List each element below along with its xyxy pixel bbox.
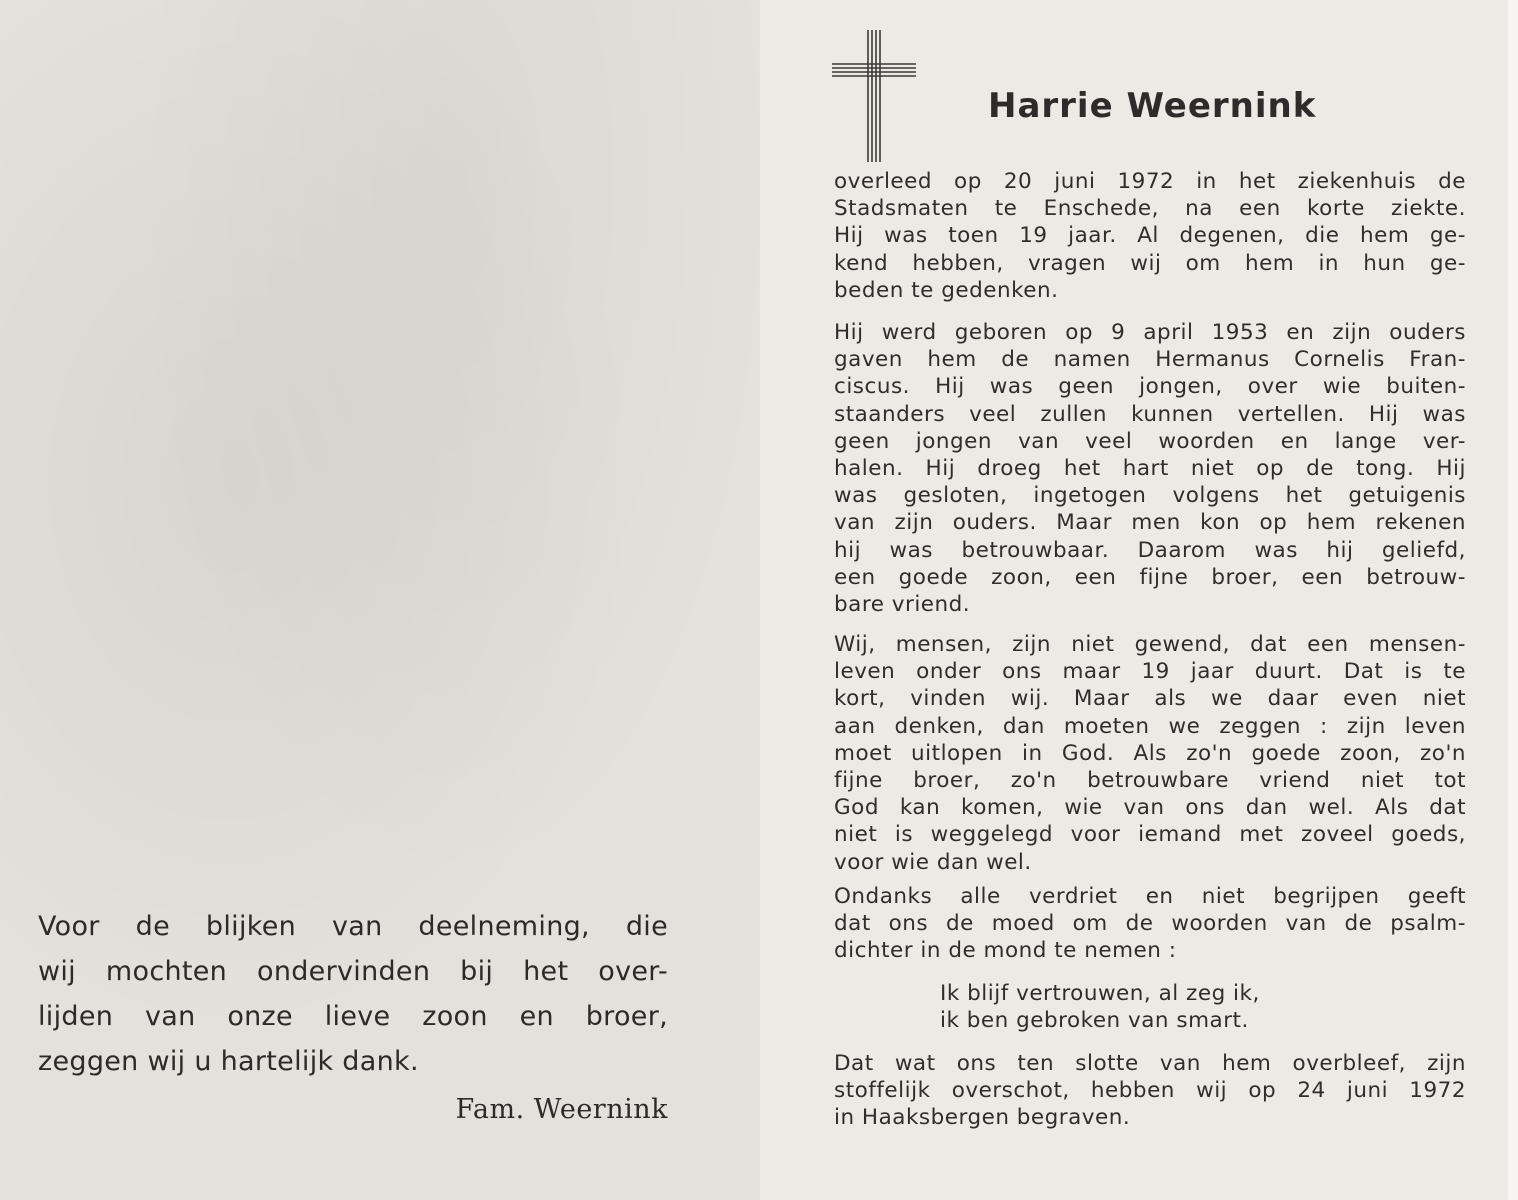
text-line: God kan komen, wie van ons dan wel. Als dat xyxy=(834,795,1466,821)
text-line: een goede zoon, een fijne broer, een betrouw- xyxy=(834,564,1466,590)
text-line: ciscus. Hij was geen jongen, over wie buiten- xyxy=(834,374,1466,400)
text-line: bare vriend. xyxy=(834,592,971,618)
latin-cross-icon xyxy=(832,30,916,162)
card-edge xyxy=(1508,0,1518,1200)
text-line: kend hebben, vragen wij om hem in hun ge- xyxy=(834,250,1466,276)
psalm-quote xyxy=(940,980,1260,1034)
text-line: aan denken, dan moeten we zeggen : zijn leven xyxy=(834,713,1466,739)
paragraph-biography xyxy=(834,319,1466,618)
text-line: dichter in de mond te nemen : xyxy=(834,938,1177,964)
thanks-line: Voor de blijken van deelneming, die xyxy=(38,911,668,942)
quote-line: ik ben gebroken van smart. xyxy=(940,1008,1249,1034)
text-line: Dat wat ons ten slotte van hem overbleef, zijn xyxy=(834,1051,1466,1076)
text-line: niet is weggelegd voor iemand met zoveel goeds, xyxy=(834,822,1466,848)
text-line: hij was betrouwbaar. Daarom was hij geliefd, xyxy=(834,537,1466,563)
text-line: voor wie dan wel. xyxy=(834,849,1032,875)
paragraph-psalm-intro xyxy=(834,883,1466,965)
text-line: Hij was toen 19 jaar. Al degenen, die hem ge- xyxy=(834,223,1466,249)
text-line: Hij werd geboren op 9 april 1953 en zijn ouders xyxy=(834,320,1466,345)
thanks-line: wij mochten ondervinden bij het over- xyxy=(38,956,668,987)
text-line: Ondanks alle verdriet en niet begrijpen geeft xyxy=(834,884,1466,909)
text-line: van zijn ouders. Maar men kon op hem rekenen xyxy=(834,510,1466,536)
text-line: stoffelijk overschot, hebben wij op 24 juni 1972 xyxy=(834,1078,1466,1104)
paragraph-death-notice xyxy=(834,168,1466,304)
text-line: staanders veel zullen kunnen vertellen. Hij was xyxy=(834,401,1466,427)
text-line: beden te gedenken. xyxy=(834,277,1059,303)
family-signature: Fam. Weernink xyxy=(455,1094,668,1125)
paragraph-reflection xyxy=(834,631,1466,876)
text-line: in Haaksbergen begraven. xyxy=(834,1105,1131,1131)
text-line: dat ons de moed om de woorden van de psalm- xyxy=(834,911,1466,937)
text-line: gaven hem de namen Hermanus Cornelis Fran- xyxy=(834,347,1466,373)
text-line: leven onder ons maar 19 jaar duurt. Dat is te xyxy=(834,659,1466,685)
text-line: moet uitlopen in God. Als zo'n goede zoon, zo'n xyxy=(834,740,1466,766)
text-line: kort, vinden wij. Maar als we daar even niet xyxy=(834,686,1466,712)
text-line: overleed op 20 juni 1972 in het ziekenhuis de xyxy=(834,169,1466,194)
text-line: geen jongen van veel woorden en lange ver- xyxy=(834,428,1466,454)
thanks-message xyxy=(38,904,668,1084)
paragraph-burial xyxy=(834,1050,1466,1132)
text-line: halen. Hij droeg het hart niet op de tong. Hij xyxy=(834,456,1466,482)
text-line: Stadsmaten te Enschede, na een korte ziekte. xyxy=(834,196,1466,222)
text-line: fijne broer, zo'n betrouwbare vriend niet tot xyxy=(834,768,1466,794)
thanks-line: lijden van onze lieve zoon en broer, xyxy=(38,1001,668,1032)
text-line: Wij, mensen, zijn niet gewend, dat een mensen- xyxy=(834,632,1466,657)
text-line: was gesloten, ingetogen volgens het getuigenis xyxy=(834,483,1466,509)
quote-line: Ik blijf vertrouwen, al zeg ik, xyxy=(940,981,1260,1006)
thanks-line: zeggen wij u hartelijk dank. xyxy=(38,1046,419,1077)
deceased-name: Harrie Weernink xyxy=(988,86,1317,126)
